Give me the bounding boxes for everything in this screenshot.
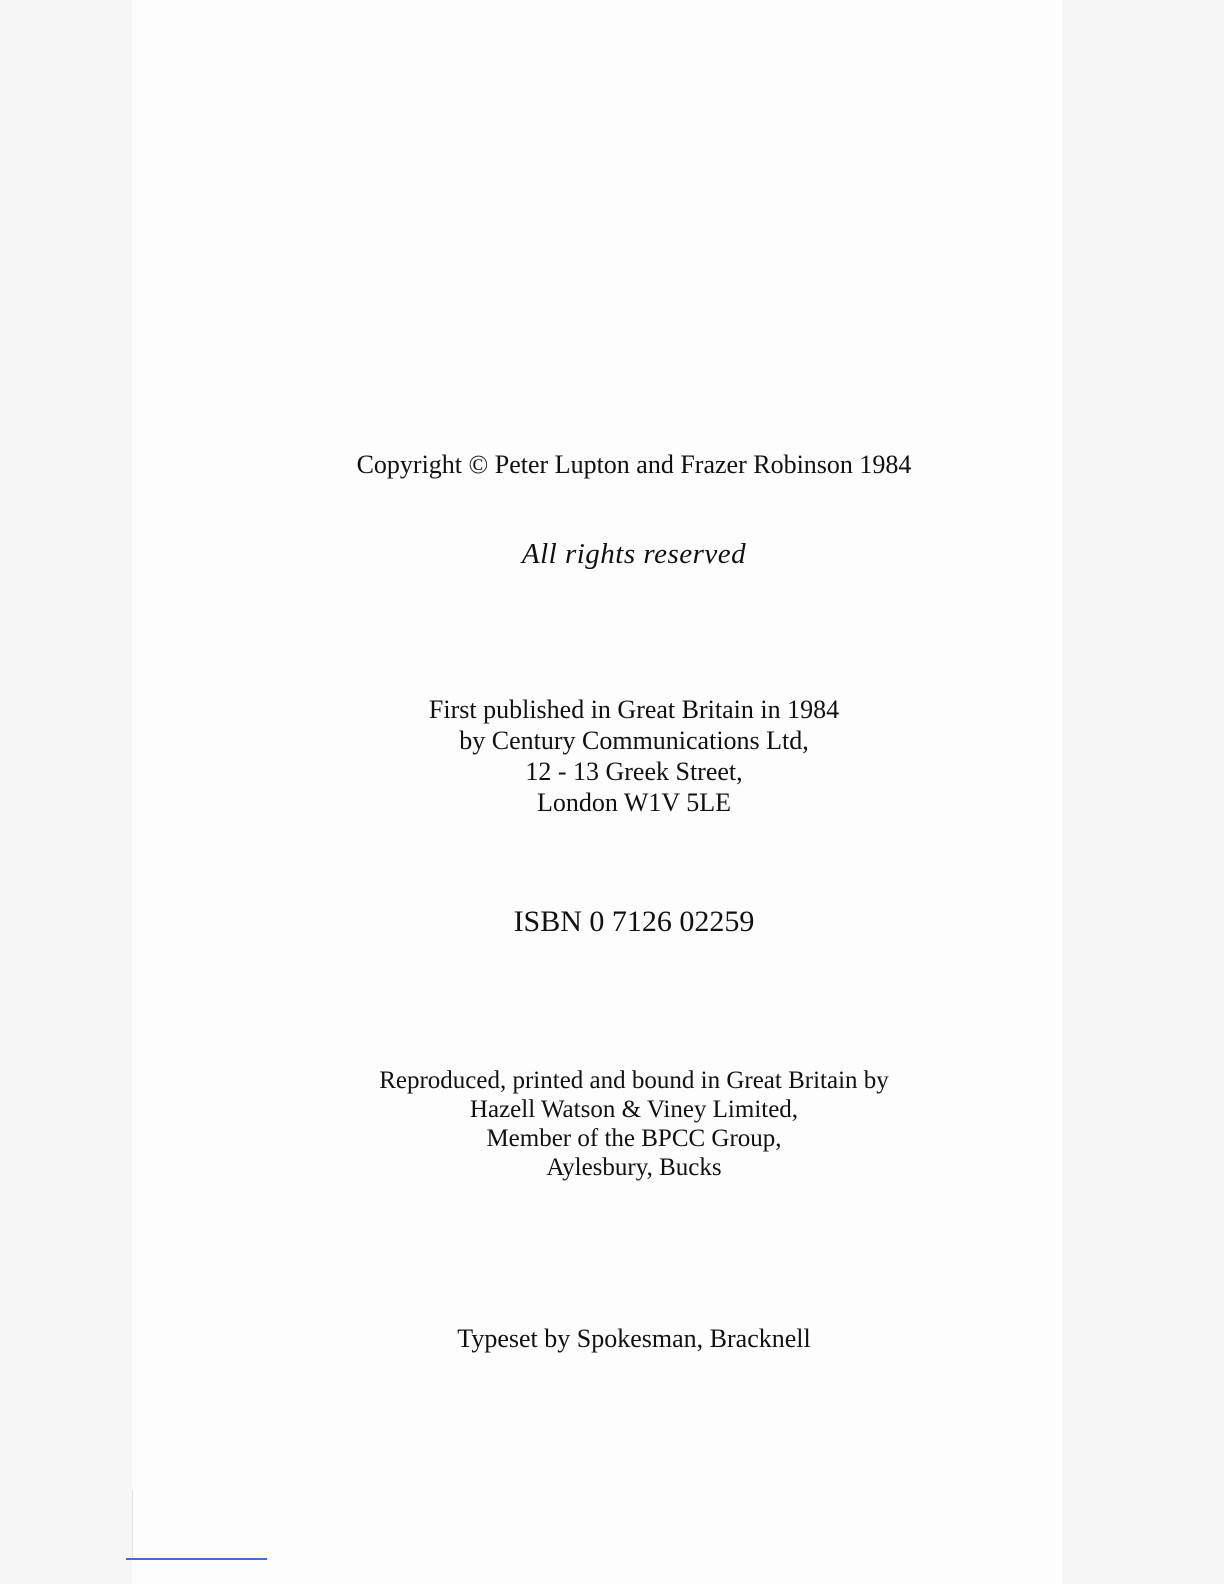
isbn-text: ISBN 0 7126 02259 [513, 905, 755, 938]
copyright-notice [132, 447, 1136, 483]
printer-line: Member of the BPCC Group, [486, 1125, 782, 1152]
rights-statement [132, 534, 1136, 574]
publication-details [132, 694, 1136, 818]
printer-details [132, 1066, 1136, 1182]
isbn-block [132, 902, 1136, 942]
copyright-text: Copyright © Peter Lupton and Frazer Robinson 1984 [356, 450, 912, 479]
publication-line: 12 - 13 Greek Street, [525, 757, 743, 786]
printer-line: Aylesbury, Bucks [546, 1154, 722, 1181]
publication-line: First published in Great Britain in 1984 [428, 695, 840, 724]
scan-edge-mark [132, 1490, 133, 1558]
publication-line: London W1V 5LE [536, 788, 732, 817]
rights-text: All rights reserved [521, 538, 747, 570]
typeset-text: Typeset by Spokesman, Bracknell [457, 1324, 811, 1353]
printer-line: Hazell Watson & Viney Limited, [469, 1096, 799, 1123]
printer-line: Reproduced, printed and bound in Great Britain by [379, 1067, 889, 1094]
publication-line: by Century Communications Ltd, [459, 726, 809, 755]
typeset-credit [132, 1321, 1136, 1357]
bottom-blue-rule [126, 1558, 267, 1560]
